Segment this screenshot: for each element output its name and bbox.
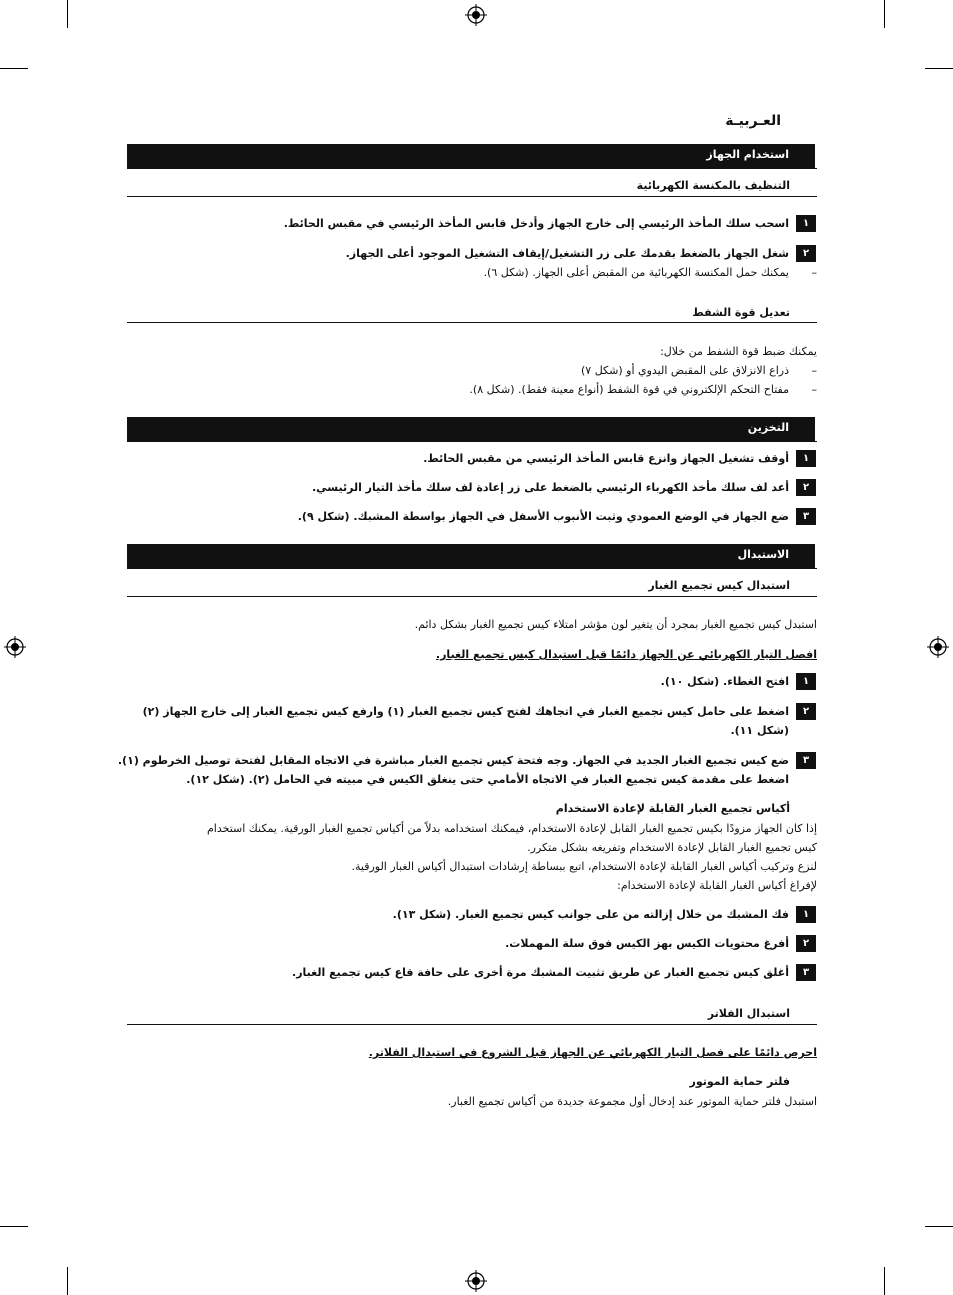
subheading: فلتر حماية الموتور [689, 1075, 790, 1088]
crop-mark [0, 1226, 28, 1227]
crop-mark [884, 1267, 885, 1295]
step-number: ٢ [796, 935, 816, 952]
divider [127, 322, 817, 323]
section-bar-use [127, 144, 815, 168]
bullet-dash: – [811, 383, 817, 396]
step-text: ضع كيس تجميع الغبار الجديد في الجهاز. وجه فتحة كيس تجميع الغبار مباشرة في الاتجاه المقابل لفتحة توصيل الخرطوم (١). [117, 754, 789, 767]
step-text: أفرغ محتويات الكيس بهز الكيس فوق سلة المهملات. [505, 937, 789, 950]
paragraph: لإفراغ أكياس الغبار القابلة لإعادة الاستخدام: [617, 879, 817, 892]
bullet-text: يمكنك حمل المكنسة الكهربائية من المقبض أعلى الجهاز. (شكل ٦). [483, 266, 789, 279]
divider [127, 568, 817, 569]
step-number: ١ [796, 906, 816, 923]
subheading: تعديل قوة الشفط [692, 306, 790, 319]
step-text: شغل الجهاز بالضغط بقدمك على زر التشغيل/إيقاف التشغيل الموجود أعلى الجهاز. [345, 247, 789, 260]
step-text: اسحب سلك المأخذ الرئيسي إلى خارج الجهاز وأدخل قابس المأخذ الرئيسي في مقبس الحائط. [283, 217, 789, 230]
registration-mark-icon [927, 636, 949, 658]
registration-mark-icon [465, 4, 487, 26]
bullet-dash: – [811, 266, 817, 279]
warning-text: افصل التيار الكهربائي عن الجهاز دائمًا قبل استبدال كيس تجميع الغبار. [435, 648, 817, 661]
step-number: ٢ [796, 479, 816, 496]
divider [127, 168, 817, 169]
paragraph: يمكنك ضبط قوة الشفط من خلال: [660, 345, 817, 358]
bullet-dash: – [811, 364, 817, 377]
subheading: أكياس تجميع الغبار القابلة لإعادة الاستخدام [555, 802, 790, 815]
bullet-text: ذراع الانزلاق على المقبض اليدوي أو (شكل ٧) [581, 364, 789, 377]
paragraph: استبدل كيس تجميع الغبار بمجرد أن يتغير لون مؤشر امتلاء كيس تجميع الغبار بشكل دائم. [414, 618, 817, 631]
crop-mark [925, 68, 953, 69]
crop-mark [884, 0, 885, 28]
step-text: اضغط على مقدمة كيس تجميع الغبار في الاتجاه الأمامي حتى ينغلق الكيس في مبيته في الحامل (٢). (شكل ١٢). [186, 773, 789, 786]
paragraph: كيس تجميع الغبار القابل لإعادة الاستخدام وتفريغه بشكل متكرر. [527, 841, 817, 854]
section-title: الاستبدال [737, 548, 789, 561]
divider [127, 196, 817, 197]
section-title: استخدام الجهاز [706, 148, 789, 161]
crop-mark [925, 1226, 953, 1227]
step-text: افتح الغطاء. (شكل ١٠). [660, 675, 789, 688]
subheading: التنظيف بالمكنسة الكهربائية [636, 179, 790, 192]
step-number: ٢ [796, 245, 816, 262]
language-heading: العـربيـة [725, 113, 781, 129]
subheading: استبدال كيس تجميع الغبار [648, 579, 790, 592]
step-text: اضغط على حامل كيس تجميع الغبار في اتجاهك لفتح كيس تجميع الغبار (١) وارفع كيس تجميع الغبار إلى خارج الجهاز (٢) [142, 705, 789, 718]
crop-mark [0, 68, 28, 69]
paragraph: استبدل فلتر حماية الموتور عند إدخال أول مجموعة جديدة من أكياس تجميع الغبار. [447, 1095, 817, 1108]
paragraph: إذا كان الجهاز مزودًا بكيس تجميع الغبار القابل لإعادة الاستخدام، فيمكنك استخدامه بدلاً من أكياس تجميع الغبار الورقية. يمكنك استخدام [206, 822, 817, 835]
step-number: ١ [796, 215, 816, 232]
step-number: ١ [796, 450, 816, 467]
step-text: أغلق كيس تجميع الغبار عن طريق تثبيت المشبك مرة أخرى على حافة قاع كيس تجميع الغبار. [292, 966, 789, 979]
section-bar-storage [127, 417, 815, 441]
step-number: ١ [796, 673, 816, 690]
registration-mark-icon [465, 1270, 487, 1292]
paragraph: لنزع وتركيب أكياس الغبار القابلة لإعادة الاستخدام، اتبع ببساطة إرشادات استبدال أكياس الغبار الورقية. [351, 860, 817, 873]
step-number: ٢ [796, 703, 816, 720]
step-text: ضع الجهاز في الوضع العمودي وثبت الأنبوب الأسفل في الجهاز بواسطة المشبك. (شكل ٩). [297, 510, 789, 523]
step-text: (شكل ١١). [730, 724, 789, 737]
bullet-text: مفتاح التحكم الإلكتروني في قوة الشفط (أنواع معينة فقط). (شكل ٨). [469, 383, 789, 396]
crop-mark [67, 0, 68, 28]
section-bar-replacement [127, 544, 815, 568]
step-number: ٣ [796, 964, 816, 981]
step-number: ٣ [796, 508, 816, 525]
step-text: أعد لف سلك مأخذ الكهرباء الرئيسي بالضغط على زر إعادة لف سلك مأخذ التيار الرئيسي. [311, 481, 789, 494]
warning-text: احرص دائمًا على فصل التيار الكهربائي عن الجهاز قبل الشروع في استبدال الفلاتر. [368, 1046, 817, 1059]
step-number: ٣ [796, 752, 816, 769]
step-text: فك المشبك من خلال إزالته من على جوانب كيس تجميع الغبار. (شكل ١٣). [392, 908, 789, 921]
divider [127, 596, 817, 597]
registration-mark-icon [4, 636, 26, 658]
section-title: التخزين [747, 421, 789, 434]
divider [127, 1024, 817, 1025]
step-text: أوقف تشغيل الجهاز وانزع قابس المأخذ الرئيسي من مقبس الحائط. [423, 452, 789, 465]
subheading: استبدال الفلاتر [707, 1007, 790, 1020]
crop-mark [67, 1267, 68, 1295]
divider [127, 441, 817, 442]
